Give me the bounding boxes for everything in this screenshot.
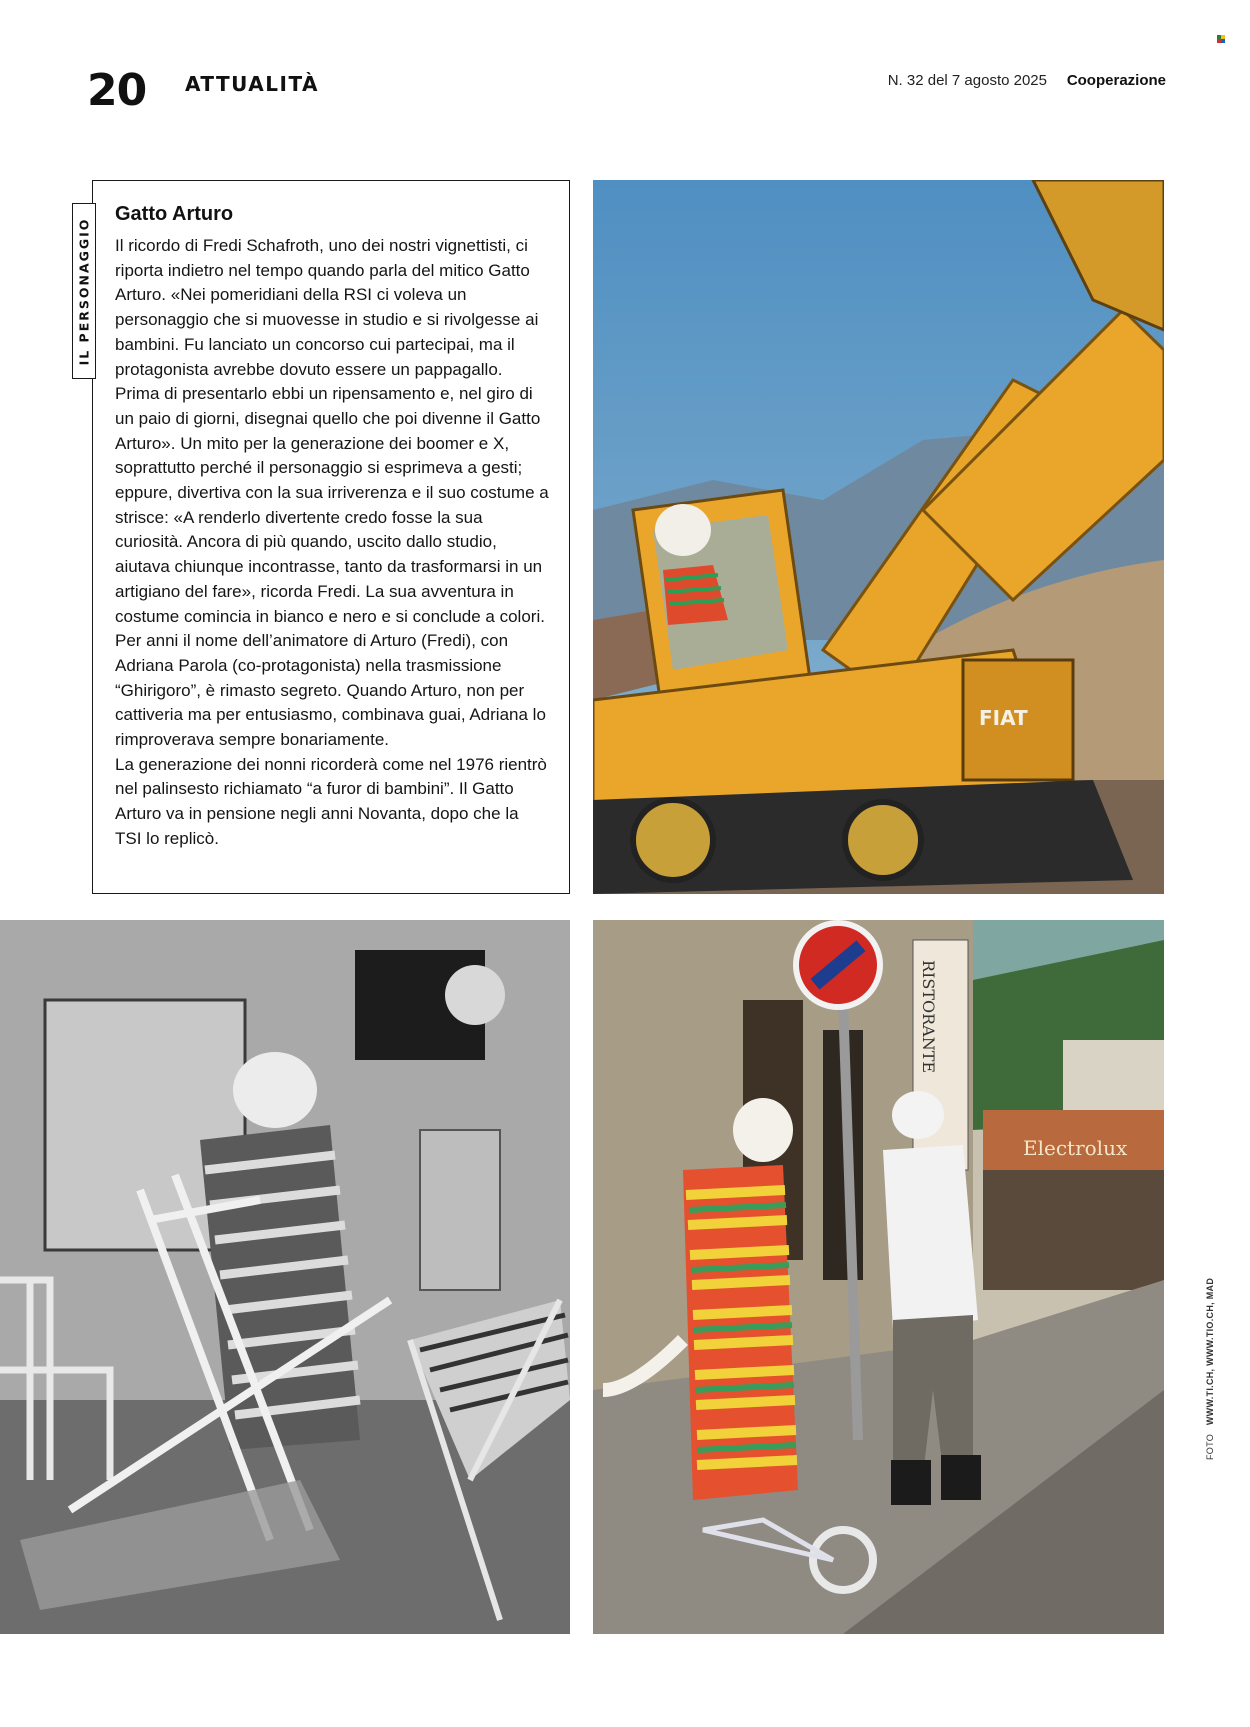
page-number: 20 [87,65,147,116]
bulldozer-brand: FIAT [979,706,1028,730]
box-body [115,234,549,852]
vertical-label: IL PERSONAGGIO [76,217,92,365]
personaggio-box [92,180,570,894]
credit-label: FOTO [1205,1433,1215,1460]
box-title: Gatto Arturo [115,203,234,225]
section-label: ATTUALITÀ [185,72,320,96]
vertical-label-box [72,203,96,379]
shop-sign: Electrolux [1023,1136,1128,1160]
color-mark-icon [1217,35,1225,43]
ristorante-sign: RISTORANTE [919,960,938,1074]
issue-info: N. 32 del 7 agosto 2025 [887,72,1047,89]
box-paragraph: Il ricordo di Fredi Schafroth, uno dei nostri vignettisti, ci riporta indietro nel tempo quando parla del mitico Gatto Arturo. «Nei pomeridiani della RSI ci voleva un personaggio che si muovesse in studio e si rivolgesse ai bambini. Fu lanciato un concorso cui partecipai, ma il protagonista avrebbe dovuto essere un pappagallo. Prima di presentarlo ebbi un ripensamento e, nel giro di un paio di giorni, disegnai quello che poi divenne il Gatto Arturo». Un mito per la generazione dei boomer e X, soprattutto perché il personaggio si esprimeva a gesti; eppure, divertiva con la sua irriverenza e il suo costume a strisce: «A renderlo divertente credo fosse la sua curiosità. Ancora di più quando, uscito dallo studio, aiutava chiunque incontrasse, tanto da trasformarsi in un artigiano del fare», ricorda Fredi. La sua avventura in costume comincia in bianco e nero e si conclude a colori. Per anni il nome dell’animatore di Arturo (Fredi), con Adriana Parola (co-protagonista) nella trasmissione “Ghirigoro”, è rimasto segreto. Quando Arturo, non per cattiveria ma per entusiasmo, combinava guai, Adriana lo rimproverava sempre bonariamente. [115,236,549,750]
box-paragraph: La generazione dei nonni ricorderà come nel 1976 rientrò nel palinsesto richiamato “a furor di bambini”. Il Gatto Arturo va in pensione negli anni Novanta, dopo che la TSI lo replicò. [115,754,547,848]
credit-sources: WWW.TI.CH, WWW.TIO.CH, MAD [1205,1277,1215,1426]
photo-bulldozer [593,180,1164,894]
publication-name: Cooperazione [1066,72,1166,89]
photo-street-color [593,920,1164,1634]
photo-studio-bw [0,920,570,1634]
photo-credit [1205,1278,1215,1460]
